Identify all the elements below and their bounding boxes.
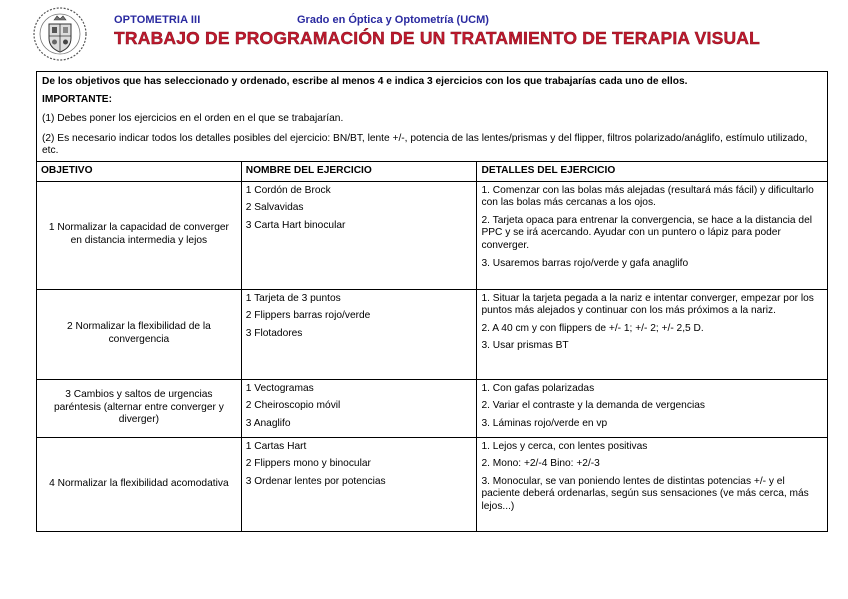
exercise-item: 3 Flotadores [245, 327, 303, 339]
detail-item: 3. Usaremos barras rojo/verde y gafa anaglifo [481, 257, 689, 269]
page-header [30, 4, 830, 62]
details-cell [477, 379, 828, 437]
exercise-item: 1 Tarjeta de 3 puntos [245, 292, 341, 304]
exercise-item: 2 Flippers barras rojo/verde [245, 310, 371, 322]
exercise-item: 1 Cordón de Brock [245, 184, 331, 196]
exercise-item: 2 Cheiroscopio móvil [245, 400, 341, 412]
detail-item: 2. Mono: +2/-4 Bino: +2/-3 [481, 458, 600, 470]
important-label: IMPORTANTE: [42, 93, 112, 105]
detail-item: 1. Comenzar con las bolas más alejadas (resultará más fácil) y dificultarlo con las bolas más cercanas a los ojos. [481, 184, 814, 209]
university-crest-icon [32, 6, 88, 62]
table-row [37, 437, 828, 531]
detail-item: 2. Tarjeta opaca para entrenar la convergencia, se hace a la distancia del PPC y se irá acercando. Ayudar con un puntero o lápiz para poder converger. [481, 214, 813, 251]
exercise-item: 3 Ordenar lentes por potencias [245, 475, 386, 487]
objective-cell: 1 Normalizar la capacidad de converger en distancia intermedia y lejos [37, 181, 242, 289]
instruction-text: De los objetivos que has seleccionado y ordenado, escribe al menos 4 e indica 3 ejercicios con los que trabajarías cada uno de ellos. [42, 76, 688, 87]
detail-item: 3. Láminas rojo/verde en vp [481, 417, 608, 429]
exercise-item: 1 Cartas Hart [245, 440, 307, 452]
table-row [37, 181, 828, 289]
details-cell [477, 181, 828, 289]
column-header-objective: OBJETIVO [37, 161, 242, 181]
detail-item: 1. Con gafas polarizadas [481, 382, 595, 394]
details-cell [477, 289, 828, 379]
details-cell [477, 437, 828, 531]
table-row [37, 379, 828, 437]
detail-item: 2. A 40 cm y con flippers de +/- 1; +/- 2; +/- 2,5 D. [481, 322, 704, 334]
column-header-exercise: NOMBRE DEL EJERCICIO [241, 161, 477, 181]
detail-item: 2. Variar el contraste y la demanda de vergencias [481, 400, 705, 412]
detail-item: 3. Usar prismas BT [481, 340, 569, 352]
note-1: (1) Debes poner los ejercicios en el orden en el que se trabajarían. [42, 113, 344, 125]
detail-item: 1. Lejos y cerca, con lentes positivas [481, 440, 648, 452]
objective-cell: 2 Normalizar la flexibilidad de la convergencia [37, 289, 242, 379]
objective-cell: 3 Cambios y saltos de urgencias paréntesis (alternar entre converger y diverger) [37, 379, 242, 437]
exercise-item: 2 Flippers mono y binocular [245, 458, 371, 470]
intro-row [37, 72, 828, 162]
exercise-cell [241, 181, 477, 289]
column-header-details: DETALLES DEL EJERCICIO [477, 161, 828, 181]
detail-item: 1. Situar la tarjeta pegada a la nariz e intentar converger, empezar por los puntos más alejados y continuar con los más próximos a la nariz. [481, 292, 814, 317]
page-title: TRABAJO DE PROGRAMACIÓN DE UN TRATAMIENTO DE TERAPIA VISUAL [114, 28, 761, 48]
exercise-cell [241, 379, 477, 437]
instructions-cell [37, 72, 828, 162]
course-name: OPTOMETRIA III [114, 14, 201, 26]
exercise-item: 3 Carta Hart binocular [245, 219, 346, 231]
therapy-program-table [36, 71, 828, 532]
exercise-cell [241, 437, 477, 531]
exercise-item: 1 Vectogramas [245, 382, 314, 394]
table-row [37, 289, 828, 379]
detail-item: 3. Monocular, se van poniendo lentes de distintas potencias +/- y el paciente deberá ordenarlas, según sus sensaciones (ve más cerca, más lejos...) [481, 475, 809, 512]
note-2: (2) Es necesario indicar todos los detalles posibles del ejercicio: BN/BT, lente +/-, potencia de las lentes/prismas y del flipper, filtros polarizado/anáglifo, estímulo utilizado, etc. [42, 132, 808, 157]
exercise-item: 2 Salvavidas [245, 202, 304, 214]
exercise-cell [241, 289, 477, 379]
objective-cell: 4 Normalizar la flexibilidad acomodativa [37, 437, 242, 531]
degree-name: Grado en Óptica y Optometría (UCM) [297, 14, 489, 26]
exercise-item: 3 Anaglifo [245, 417, 291, 429]
column-header-row [37, 161, 828, 181]
